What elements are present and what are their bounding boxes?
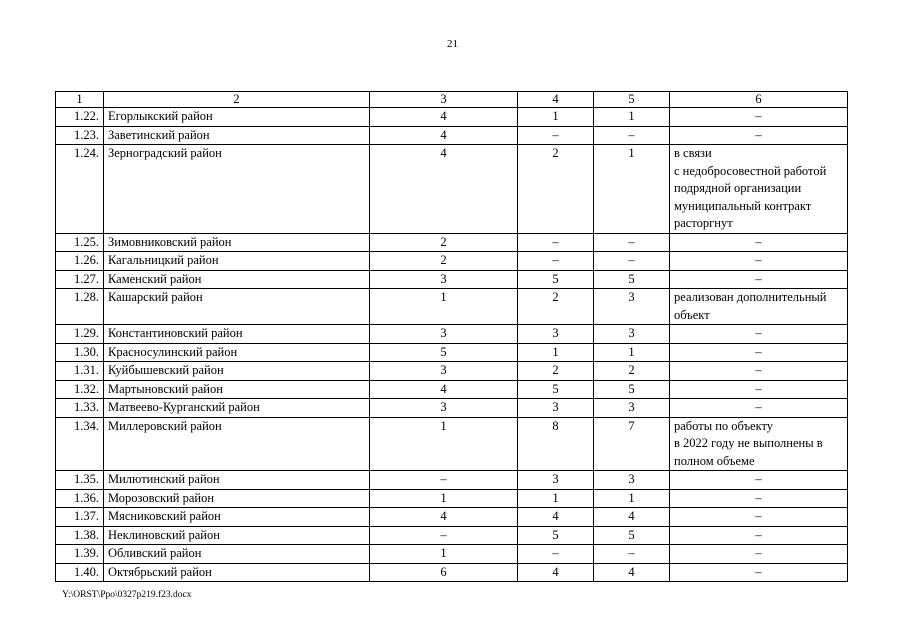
table-row <box>56 545 848 564</box>
table-row <box>56 126 848 145</box>
cell-c3: 4 <box>370 126 518 145</box>
cell-n: 1.38. <box>56 526 104 545</box>
cell-name: Мясниковский район <box>104 508 370 527</box>
cell-c3: 3 <box>370 325 518 344</box>
cell-n: 1.39. <box>56 545 104 564</box>
table-row <box>56 489 848 508</box>
cell-c5: 5 <box>594 270 670 289</box>
table-row <box>56 380 848 399</box>
cell-c4: 1 <box>518 343 594 362</box>
cell-c6: – <box>670 252 848 271</box>
header-cell: 3 <box>370 92 518 108</box>
table-header-row <box>56 92 848 108</box>
cell-c4: 5 <box>518 270 594 289</box>
cell-n: 1.23. <box>56 126 104 145</box>
table-row <box>56 252 848 271</box>
data-table <box>55 91 848 582</box>
cell-name: Зимовниковский район <box>104 233 370 252</box>
cell-c3: – <box>370 526 518 545</box>
cell-c5: 3 <box>594 399 670 418</box>
cell-c4: 2 <box>518 362 594 381</box>
cell-name: Егорлыкский район <box>104 108 370 127</box>
cell-c3: 2 <box>370 252 518 271</box>
cell-c5: – <box>594 545 670 564</box>
cell-c6: – <box>670 380 848 399</box>
cell-name: Константиновский район <box>104 325 370 344</box>
cell-c3: 4 <box>370 145 518 234</box>
cell-c6: в связи с недобросовестной работой подрядной организации муниципальный контракт расторгнут <box>670 145 848 234</box>
cell-c6: – <box>670 233 848 252</box>
cell-c3: 1 <box>370 489 518 508</box>
cell-n: 1.35. <box>56 471 104 490</box>
table-row <box>56 362 848 381</box>
cell-c5: 1 <box>594 489 670 508</box>
header-cell: 6 <box>670 92 848 108</box>
cell-c4: 4 <box>518 563 594 582</box>
cell-n: 1.36. <box>56 489 104 508</box>
cell-c4: 5 <box>518 380 594 399</box>
table-row <box>56 471 848 490</box>
cell-name: Миллеровский район <box>104 417 370 471</box>
cell-name: Морозовский район <box>104 489 370 508</box>
table-row <box>56 145 848 234</box>
cell-c6: – <box>670 545 848 564</box>
cell-c3: 1 <box>370 545 518 564</box>
cell-n: 1.25. <box>56 233 104 252</box>
cell-c6: реализован дополнительный объект <box>670 289 848 325</box>
cell-c6: – <box>670 489 848 508</box>
cell-c4: 2 <box>518 145 594 234</box>
cell-c3: 4 <box>370 380 518 399</box>
table-row <box>56 233 848 252</box>
cell-name: Заветинский район <box>104 126 370 145</box>
cell-c5: 5 <box>594 526 670 545</box>
cell-c6: – <box>670 108 848 127</box>
cell-c4: 2 <box>518 289 594 325</box>
cell-c3: 3 <box>370 362 518 381</box>
cell-c3: 3 <box>370 399 518 418</box>
cell-name: Зерноградский район <box>104 145 370 234</box>
cell-c6: – <box>670 508 848 527</box>
cell-c6: – <box>670 325 848 344</box>
cell-c5: – <box>594 126 670 145</box>
cell-c5: 2 <box>594 362 670 381</box>
table-row <box>56 563 848 582</box>
cell-c3: 6 <box>370 563 518 582</box>
cell-name: Каменский район <box>104 270 370 289</box>
cell-n: 1.32. <box>56 380 104 399</box>
cell-name: Неклиновский район <box>104 526 370 545</box>
cell-c4: 4 <box>518 508 594 527</box>
cell-c5: 3 <box>594 471 670 490</box>
table-row <box>56 289 848 325</box>
cell-n: 1.40. <box>56 563 104 582</box>
cell-name: Кашарский район <box>104 289 370 325</box>
cell-c4: – <box>518 252 594 271</box>
cell-c4: 3 <box>518 471 594 490</box>
header-cell: 2 <box>104 92 370 108</box>
cell-n: 1.27. <box>56 270 104 289</box>
cell-c4: 1 <box>518 108 594 127</box>
file-path-footer: Y:\ORST\Ppo\0327p219.f23.docx <box>62 590 192 600</box>
table-row <box>56 270 848 289</box>
table-row <box>56 343 848 362</box>
header-cell: 4 <box>518 92 594 108</box>
cell-c3: – <box>370 471 518 490</box>
cell-c3: 4 <box>370 108 518 127</box>
cell-c5: 4 <box>594 563 670 582</box>
cell-n: 1.29. <box>56 325 104 344</box>
cell-c4: 8 <box>518 417 594 471</box>
table-row <box>56 508 848 527</box>
cell-c5: 5 <box>594 380 670 399</box>
cell-name: Мартыновский район <box>104 380 370 399</box>
cell-c6: работы по объекту в 2022 году не выполнены в полном объеме <box>670 417 848 471</box>
cell-c5: 7 <box>594 417 670 471</box>
cell-c5: 3 <box>594 289 670 325</box>
cell-name: Кагальницкий район <box>104 252 370 271</box>
cell-c3: 5 <box>370 343 518 362</box>
cell-n: 1.34. <box>56 417 104 471</box>
cell-c6: – <box>670 343 848 362</box>
cell-name: Матвеево-Курганский район <box>104 399 370 418</box>
cell-c4: 1 <box>518 489 594 508</box>
cell-name: Обливский район <box>104 545 370 564</box>
cell-c5: 1 <box>594 145 670 234</box>
cell-c5: – <box>594 233 670 252</box>
cell-name: Красносулинский район <box>104 343 370 362</box>
cell-c6: – <box>670 563 848 582</box>
page-number: 21 <box>447 38 458 50</box>
cell-name: Милютинский район <box>104 471 370 490</box>
cell-c3: 1 <box>370 417 518 471</box>
cell-c5: 1 <box>594 343 670 362</box>
cell-n: 1.28. <box>56 289 104 325</box>
cell-c6: – <box>670 526 848 545</box>
cell-n: 1.30. <box>56 343 104 362</box>
cell-c4: – <box>518 126 594 145</box>
table-row <box>56 108 848 127</box>
cell-n: 1.26. <box>56 252 104 271</box>
cell-c6: – <box>670 471 848 490</box>
table-row <box>56 325 848 344</box>
cell-c3: 1 <box>370 289 518 325</box>
table-row <box>56 526 848 545</box>
cell-c3: 2 <box>370 233 518 252</box>
cell-c4: 5 <box>518 526 594 545</box>
cell-c5: 4 <box>594 508 670 527</box>
cell-c3: 3 <box>370 270 518 289</box>
cell-n: 1.24. <box>56 145 104 234</box>
cell-c6: – <box>670 362 848 381</box>
cell-c5: – <box>594 252 670 271</box>
cell-n: 1.22. <box>56 108 104 127</box>
cell-name: Куйбышевский район <box>104 362 370 381</box>
header-cell: 5 <box>594 92 670 108</box>
cell-c4: – <box>518 233 594 252</box>
cell-n: 1.31. <box>56 362 104 381</box>
table-row <box>56 399 848 418</box>
cell-c4: – <box>518 545 594 564</box>
header-cell: 1 <box>56 92 104 108</box>
cell-c5: 3 <box>594 325 670 344</box>
cell-c3: 4 <box>370 508 518 527</box>
cell-c6: – <box>670 270 848 289</box>
table-row <box>56 417 848 471</box>
cell-c5: 1 <box>594 108 670 127</box>
cell-name: Октябрьский район <box>104 563 370 582</box>
cell-n: 1.33. <box>56 399 104 418</box>
cell-c6: – <box>670 126 848 145</box>
cell-c4: 3 <box>518 399 594 418</box>
cell-c6: – <box>670 399 848 418</box>
cell-c4: 3 <box>518 325 594 344</box>
cell-n: 1.37. <box>56 508 104 527</box>
